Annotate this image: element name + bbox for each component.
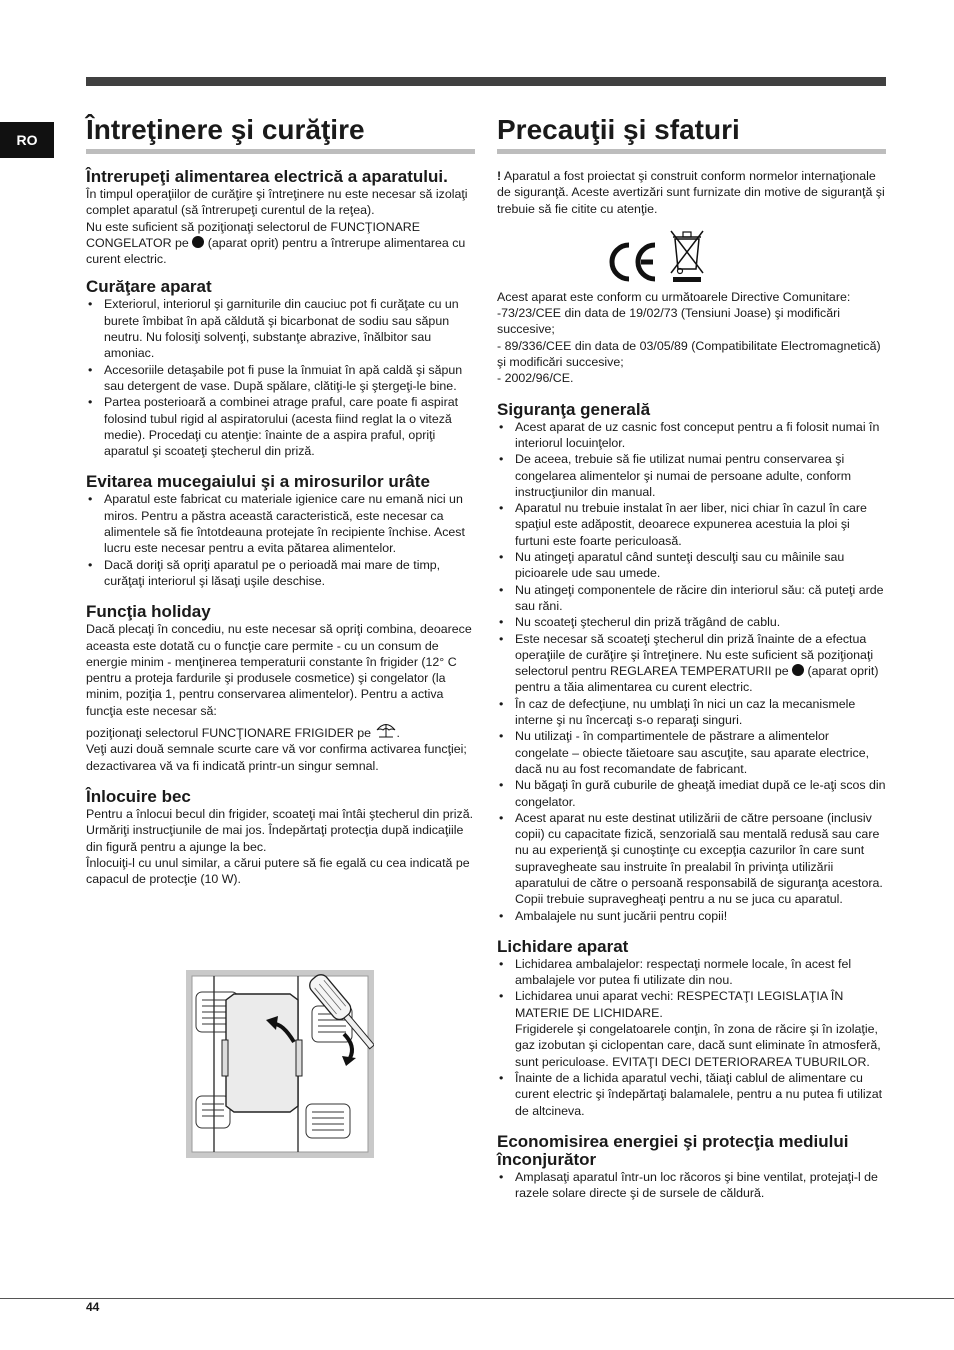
list-item: • Nu utilizaţi - în compartimentele de păstrare a alimentelor congelate – obiecte tăietoare sau ascuţite, sau aparate electrice, dacă nu au fost recomandate de fabricant. [497,728,886,777]
heading-mould: Evitarea mucegaiului şi a mirosurilor urâte [86,472,430,492]
page-number: 44 [86,1300,100,1314]
compliance-logos [607,229,886,289]
list-item: • Este necesar să scoateţi ştecherul din priză înainte de a efectua operaţiile de curăţire şi întreţinere. Nu este suficient să poziţionaţi selectorul pentru REGLAREA TEMPERATURII pe (aparat oprit) pentru a tăia alimentarea cu curent electric. [497,631,886,696]
cleaning-list [86,296,475,459]
holiday-p3: Veţi auzi două semnale scurte care vă vor confirma activarea funcţiei; dezactivarea vă va fi indicată printr-un singur semnal. [86,742,467,773]
list-item: • Aparatul nu trebuie instalat în aer liber, nici chiar în cazul în care spaţiul este adăpostit, deoarece expunerea acestuia la ploi şi furtuni este foarte periculoasă. [497,500,886,549]
language-tab: RO [0,122,54,158]
bulb-p1: Pentru a înlocui becul din frigider, scoateţi mai întâi ştecherul din priză. Urmăriţi instrucţiunile de mai jos. Îndepărtaţi protecţia după indicaţiile din figură pentru a ajunge la bec. [86,806,474,854]
disposal-list [497,956,886,1119]
footer-divider [0,1298,954,1299]
right-column [497,113,886,1201]
heading-energy: Economisirea energiei şi protecţia mediului înconjurător [497,1131,849,1169]
power-off-p2: Nu este suficient să poziţionaţi selectorul de FUNCŢIONARE CONGELATOR pe (aparat oprit) pentru a întrerupe alimentarea cu curent electric. [86,219,466,267]
holiday-p2: poziţionaţi selectorul FUNCŢIONARE FRIGIDER pe . [86,721,475,741]
heading-holiday: Funcţia holiday [86,602,211,622]
holiday-p1: Dacă plecaţi în concediu, nu este necesar să opriţi combina, deoarece aceasta este dotată cu o funcţie care permite - cu un consum de energie minim - menţinerea temperaturii constante în frigider (12° C pentru a proteja fardurile şi produsele cosmetice) şi congelator (la minim, poziţia 1, pentru conservarea alimentelor). Pentru a activa funcţia este necesar să: [86,622,472,718]
list-item: • Acest aparat de uz casnic fost conceput pentru a fi folosit numai în interiorul locuinţelor. [497,419,886,452]
list-item: • Dacă doriţi să opriţi aparatul pe o perioadă mai mare de timp, curăţaţi interiorul şi lăsaţi uşile deschise. [86,557,475,590]
list-item: • Lichidarea unui aparat vechi: RESPECTAŢI LEGISLAŢIA ÎN MATERIE DE LICHIDARE. Frigiderele şi congelatoarele conţin, în zona de răcire şi în izolaţie, gaz izobutan şi ciclopentan care, dacă sunt eliminate în atmosferă, sunt periculoase. EVITAŢI DECI DETERIORAREA TUBURILOR. [497,988,886,1069]
heading-power-off: Întrerupeţi alimentarea electrică a aparatului. [86,167,448,186]
list-item: • Lichidarea ambalajelor: respectaţi normele locale, în acest fel ambalajele vor putea fi utilizate din nou. [497,956,886,989]
directive-line: - 89/336/CEE din data de 03/05/89 (Compatibilitate Electromagnetică) şi modificări succesive; [497,338,881,370]
list-item: • Înainte de a lichida aparatul vechi, tăiaţi cablul de alimentare cu curent electric şi îndepărtaţi balamalele, pentru a nu putea fi utilizat de altcineva. [497,1070,886,1119]
list-item: • Acest aparat nu este destinat utilizării de către persoane (inclusiv copii) cu capacitate fizică, senzorială sau mentală redusă sau care nu au experienţă şi cunoştinţe cu excepţia cazurilor în care sunt supravegheate sau instruite în prealabil în privinţa utilizării aparatului de către o persoană responsabilă de siguranţa acestora. Copii trebuie supravegheaţi pentru a nu se juca cu aparatul. [497,810,886,908]
top-bar [86,77,886,86]
off-dot-icon [792,664,804,676]
bulb-p2: Înlocuiţi-l cu unul similar, a cărui putere să fie egală cu cea indicată pe capacul de protecţie (10 W). [86,855,470,887]
section-title-maintenance: Întreţinere şi curăţire [86,113,475,154]
list-item: • Accesoriile detaşabile pot fi puse la înmuiat în apă caldă şi săpun sau detergent de vase. După spălare, clătiţi-le şi ştergeţi-le bine. [86,362,475,395]
list-item: • Nu băgaţi în gură cuburile de gheaţă imediat după ce le-aţi scos din congelator. [497,777,886,810]
bulb-replacement-figure [186,970,374,1158]
list-item: • De aceea, trebuie să fie utilizat numai pentru conservarea şi congelarea alimentelor şi numai de persoane adulte, conform instrucţiunilor din manual. [497,451,886,500]
list-item: • Partea posterioară a combinei atrage praful, care poate fi aspirat folosind tubul rigid al aspiratorului (acesta fiind reglat la o viteză medie). Procedaţi cu atenţie: înainte de a aspira praful, opriţi aparatul şi scoateţi ştecherul din priză. [86,394,475,459]
list-item: • Nu atingeţi componentele de răcire din interiorul său: că puteţi arde sau răni. [497,582,886,615]
heading-disposal: Lichidare aparat [497,936,629,956]
directive-line: - 2002/96/CE. [497,371,574,386]
list-item: • Ambalajele nu sunt jucării pentru copii! [497,908,886,924]
safety-list [497,419,886,924]
left-column [86,113,475,887]
power-off-p1: În timpul operaţiilor de curăţire şi întreţinere nu este necesar să izolaţi complet aparatul (să întrerupeţi curentul de la reţea). [86,187,468,218]
off-dot-icon [192,236,204,248]
list-item: • Nu atingeţi aparatul când sunteţi desculţi sau cu mâinile sau picioarele ude sau umede. [497,549,886,582]
directive-line: -73/23/CEE din data de 19/02/73 (Tensiuni Joase) şi modificări succesive; [497,306,840,337]
section-title-precautions: Precauţii şi sfaturi [497,113,886,154]
list-item: • Exteriorul, interiorul şi garniturile din cauciuc pot fi curăţate cu un burete îmbibat în apă căldută şi bicarbonat de sodiu sau săpun neutru. Nu folosiţi solvenţi, substanţe abrazive, înălbitor sau amoniac. [86,296,475,361]
directive-line: Acest aparat este conform cu următoarele Directive Comunitare: [497,289,851,304]
list-item: • Aparatul este fabricat cu materiale igienice care nu emană nici un miros. Pentru a păstra această caracteristică, este necesar ca alimentele să fie întotdeauna protejate în recipiente închise. Acest lucru este necesar pentru a evita pătarea alimentelor. [86,491,475,556]
list-item: • Amplasaţi aparatul într-un loc răcoros şi bine ventilat, protejaţi-l de razele solare directe şi de sursele de căldură. [497,1169,886,1202]
intro-text: ! Aparatul a fost proiectat şi construit conform normelor internaţionale de siguranţă. Aceste avertizări sunt furnizate din motive de siguranţă şi trebuie să fie citite cu atenţie. [497,169,885,216]
umbrella-icon [375,721,397,739]
list-item: • În caz de defecţiune, nu umblaţi în nici un caz la mecanismele interne şi nu încercaţi s-o reparaţi singuri. [497,696,886,729]
list-item: • Nu scoateţi ştecherul din priză trăgând de cablu. [497,614,886,630]
weee-bin-icon [669,229,705,283]
energy-list [497,1169,886,1202]
mould-list [86,491,475,589]
heading-general-safety: Siguranţa generală [497,399,651,419]
ce-mark-icon [607,241,659,283]
heading-cleaning: Curăţare aparat [86,277,212,297]
heading-bulb: Înlocuire bec [86,786,191,806]
